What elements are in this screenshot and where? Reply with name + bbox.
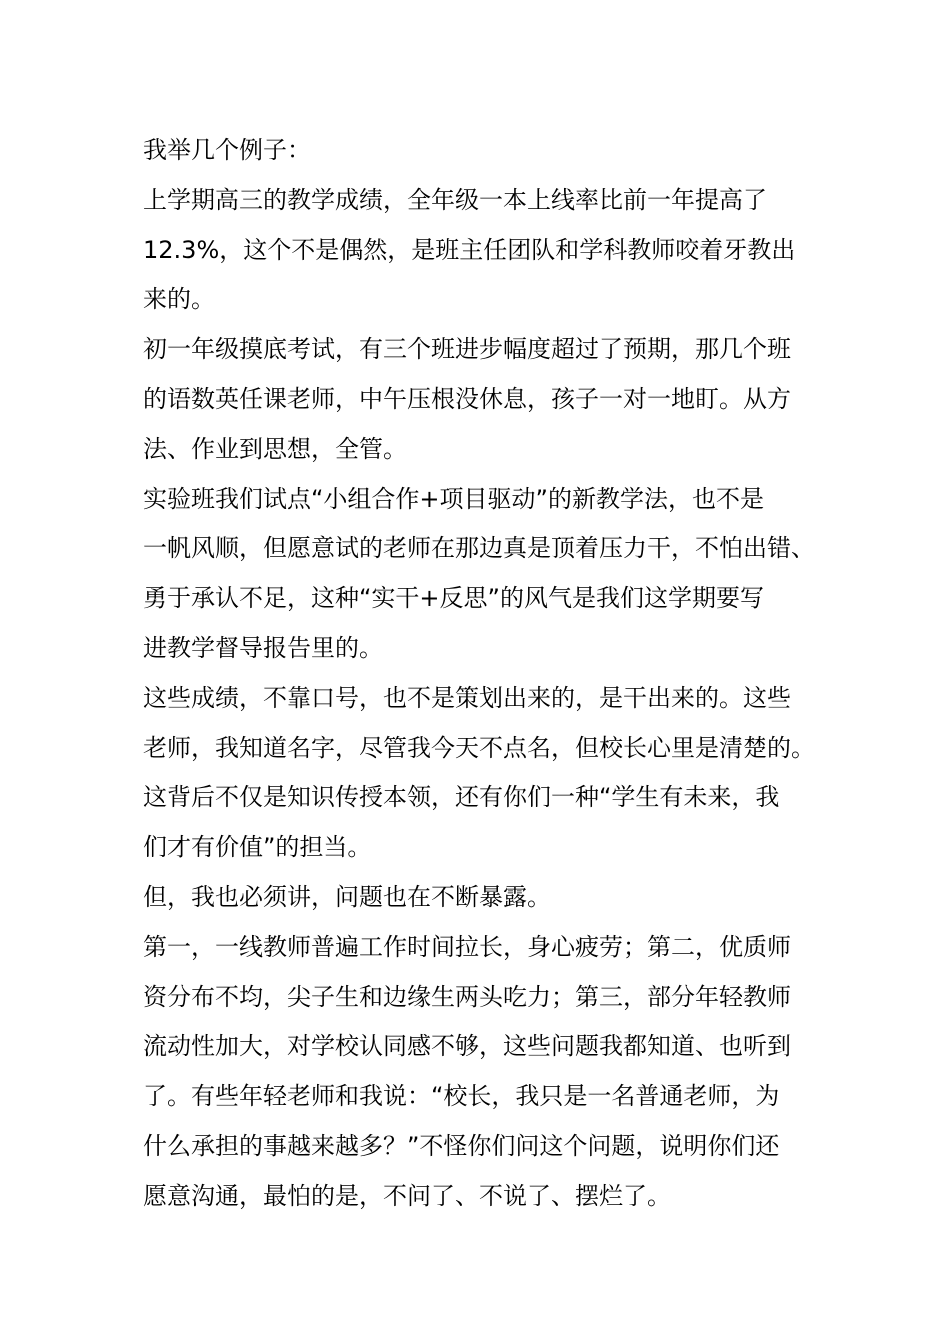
text-line: 第一，一线教师普遍工作时间拉长，身心疲劳；第二，优质师 xyxy=(143,932,791,961)
text-line: 这些成绩，不靠口号，也不是策划出来的，是干出来的。这些 xyxy=(143,683,791,712)
text-line: 这背后不仅是知识传授本领，还有你们一种“学生有未来，我 xyxy=(143,783,780,812)
text-line: 初一年级摸底考试，有三个班进步幅度超过了预期，那几个班 xyxy=(143,335,791,364)
text-line: 流动性加大，对学校认同感不够，这些问题我都知道、也听到 xyxy=(143,1032,791,1061)
text-line: 进教学督导报告里的。 xyxy=(143,633,383,662)
text-line: 但，我也必须讲，问题也在不断暴露。 xyxy=(143,882,551,911)
text-line: 愿意沟通，最怕的是，不问了、不说了、摆烂了。 xyxy=(143,1181,671,1210)
text-line: 我举几个例子： xyxy=(143,136,311,164)
text-line: 实验班我们试点“小组合作+项目驱动”的新教学法，也不是 xyxy=(143,484,764,513)
document-body xyxy=(143,126,815,1222)
text-line: 勇于承认不足，这种“实干+反思”的风气是我们这学期要写 xyxy=(143,584,764,613)
text-line: 老师，我知道名字，尽管我今天不点名，但校长心里是清楚的。 xyxy=(143,733,815,762)
text-line: 法、作业到思想，全管。 xyxy=(143,434,407,463)
text-line: 一帆风顺，但愿意试的老师在那边真是顶着压力干，不怕出错、 xyxy=(143,534,815,563)
text-line: 了。有些年轻老师和我说：“校长，我只是一名普通老师，为 xyxy=(143,1082,780,1111)
text-line: 12.3%，这个不是偶然，是班主任团队和学科教师咬着牙教出 xyxy=(143,235,796,264)
text-line: 的语数英任课老师，中午压根没休息，孩子一对一地盯。从方 xyxy=(143,384,791,413)
text-line: 资分布不均，尖子生和边缘生两头吃力；第三，部分年轻教师 xyxy=(143,982,791,1011)
text-line: 来的。 xyxy=(143,285,215,314)
text-line: 什么承担的事越来越多？”不怪你们问这个问题，说明你们还 xyxy=(143,1131,780,1160)
text-line: 上学期高三的教学成绩，全年级一本上线率比前一年提高了 xyxy=(143,185,767,214)
text-line: 们才有价值”的担当。 xyxy=(143,833,372,862)
